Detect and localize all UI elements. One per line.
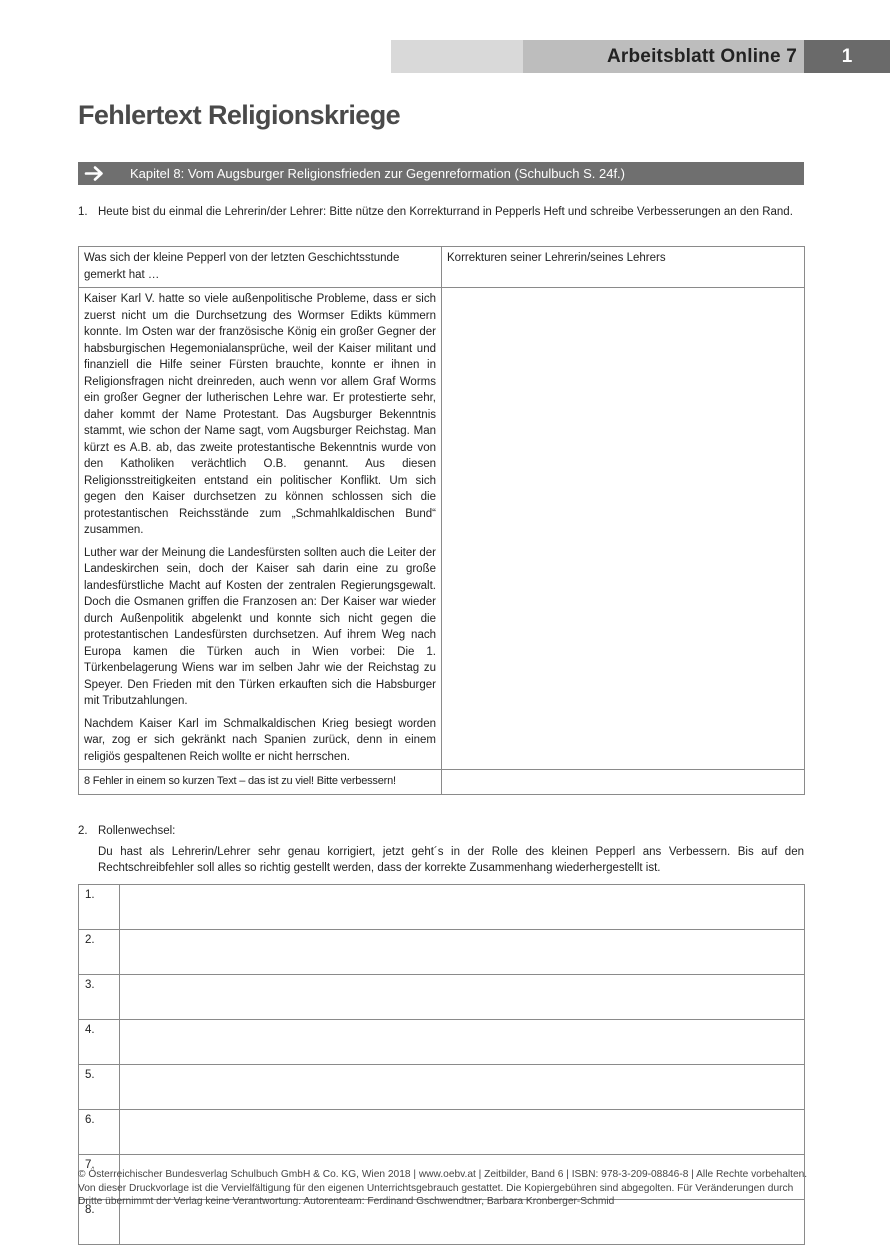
paragraph-3: Nachdem Kaiser Karl im Schmalkaldischen Krieg besiegt worden war, zog er sich gekränkt nach Spanien zurück, denn in einem religiös gespaltenen Reich wollte er nicht herrschen. [84, 717, 436, 763]
error-count-note: 8 Fehler in einem so kurzen Text – das ist zu viel! Bitte verbessern! [79, 770, 442, 795]
worksheet-label: Arbeitsblatt Online 7 [606, 46, 797, 67]
task-1-text: Heute bist du einmal die Lehrerin/der Lehrer: Bitte nütze den Korrekturrand in Pepperls Heft und schreibe Verbesserungen an den Rand. [98, 206, 793, 218]
error-text-table [78, 246, 805, 795]
answer-row [79, 930, 805, 975]
answer-number: 5. [79, 1065, 120, 1110]
answer-field[interactable] [120, 885, 805, 930]
answer-row [79, 975, 805, 1020]
pepperl-text-cell [79, 288, 442, 770]
task-2 [78, 823, 804, 877]
answer-field[interactable] [120, 1065, 805, 1110]
arrow-right-icon [84, 162, 106, 185]
answer-field[interactable] [120, 930, 805, 975]
answer-number: 3. [79, 975, 120, 1020]
task-2-number: 2. [78, 825, 88, 837]
task-1-number: 1. [78, 206, 88, 218]
task-2-text: Du hast als Lehrerin/Lehrer sehr genau korrigiert, jetzt geht´s in der Rolle des kleinen Pepperl ans Verbessern. Bis auf den Rechtschreibfehler soll alles so richtig gestellt werden, dass der korrekte Zusammenhang wiederhergestellt ist. [98, 845, 804, 874]
answer-row [79, 885, 805, 930]
page-title: Fehlertext Religionskriege [78, 100, 401, 130]
header-pepperl: Was sich der kleine Pepperl von der letzten Geschichtsstunde gemerkt hat … [79, 247, 442, 288]
answer-row [79, 1020, 805, 1065]
chapter-text: Kapitel 8: Vom Augsburger Religionsfrieden zur Gegenreformation (Schulbuch S. 24f.) [130, 166, 625, 181]
answer-number: 7. [79, 1155, 120, 1200]
answer-number: 6. [79, 1110, 120, 1155]
answer-field[interactable] [120, 1110, 805, 1155]
answer-row [79, 1110, 805, 1155]
answer-number: 1. [79, 885, 120, 930]
answer-row [79, 1065, 805, 1110]
copyright-footer: © Österreichischer Bundesverlag Schulbuch GmbH & Co. KG, Wien 2018 | www.oebv.at | Zeitbilder, Band 6 | ISBN: 978-3-209-08846-8 | Alle Rechte vorbehalten. Von dieser Druckvorlage ist die Vervielfältigung für den eigenen Unterrichtsgebrauch gestattet. Die Kopiergebühren sind abgegolten. Für Veränderungen durch Dritte übernimmt der Verlag keine Verantwortung. Autorenteam: Ferdinand Gschwendtner, Barbara Kronberger-Schmid [78, 1169, 808, 1207]
paragraph-2: Luther war der Meinung die Landesfürsten sollten auch die Leiter der Landeskirchen sein, doch der Kaiser sah darin eine zu große landesfürstliche Macht auf Kosten der zentralen Regierungsgewalt. Doch die Osmanen griffen die Franzosen an: Der Kaiser war wieder durch Außenpolitik abgelenkt und konnte sich nicht gegen die protestantischen Landesfürsten durchsetzen. Auf ihrem Weg nach Europa kamen die Türken auch in Wien vorbei: Die 1. Türkenbelagerung Wiens war im selben Jahr wie der Reichstag zu Speyer. Den Frieden mit den Türken erkauften sich die Habsburger mit Tributzahlungen. [84, 546, 436, 707]
task-2-heading: Rollenwechsel: [98, 825, 176, 837]
table-header-row [79, 247, 805, 288]
answer-field[interactable] [120, 975, 805, 1020]
chapter-banner [78, 162, 804, 185]
table-body-row [79, 288, 805, 770]
answer-field[interactable] [120, 1020, 805, 1065]
paragraph-1: Kaiser Karl V. hatte so viele außenpolitische Probleme, dass er sich zuerst nicht um die Durchsetzung des Wormser Edikts kümmern konnte. Im Osten war der französische König ein großer Gegner der habsburgischen Hegemonialansprüche, weil der Kaiser militant und finanziell die Hilfe seiner Fürsten brauchte, konnte er ihnen in Religionsfragen nicht dreinreden, auch wenn vor allem Graf Worms ein großer Gegner der lutherischen Lehre war. Er protestierte sehr, daher kommt der Name Protestant. Das Augsburger Bekenntnis stammt, wie schon der Name sagt, vom Augsburger Reichstag. Man kürzt es A.B. ab, das zweite protestantische Bekenntnis wurde von den Katholiken verächtlich O.B. genannt. Aus diesen Religionsstreitigkeiten entstand ein politischer Konflikt. Um sich gegen den Kaiser durchsetzen zu können schlossen sich die protestantischen Reichsstände zum „Schmahlkaldischen Bund“ zusammen. [84, 293, 436, 536]
task-1 [78, 204, 804, 221]
answer-number: 2. [79, 930, 120, 975]
header-corrections: Korrekturen seiner Lehrerin/seines Lehrers [442, 247, 805, 288]
header-bar-light [391, 40, 523, 73]
answer-number: 8. [79, 1200, 120, 1245]
correction-cell[interactable] [442, 288, 805, 770]
page-number: 1 [804, 40, 890, 73]
answer-number: 4. [79, 1020, 120, 1065]
table-note-row [79, 770, 805, 795]
note-correction-cell[interactable] [442, 770, 805, 795]
